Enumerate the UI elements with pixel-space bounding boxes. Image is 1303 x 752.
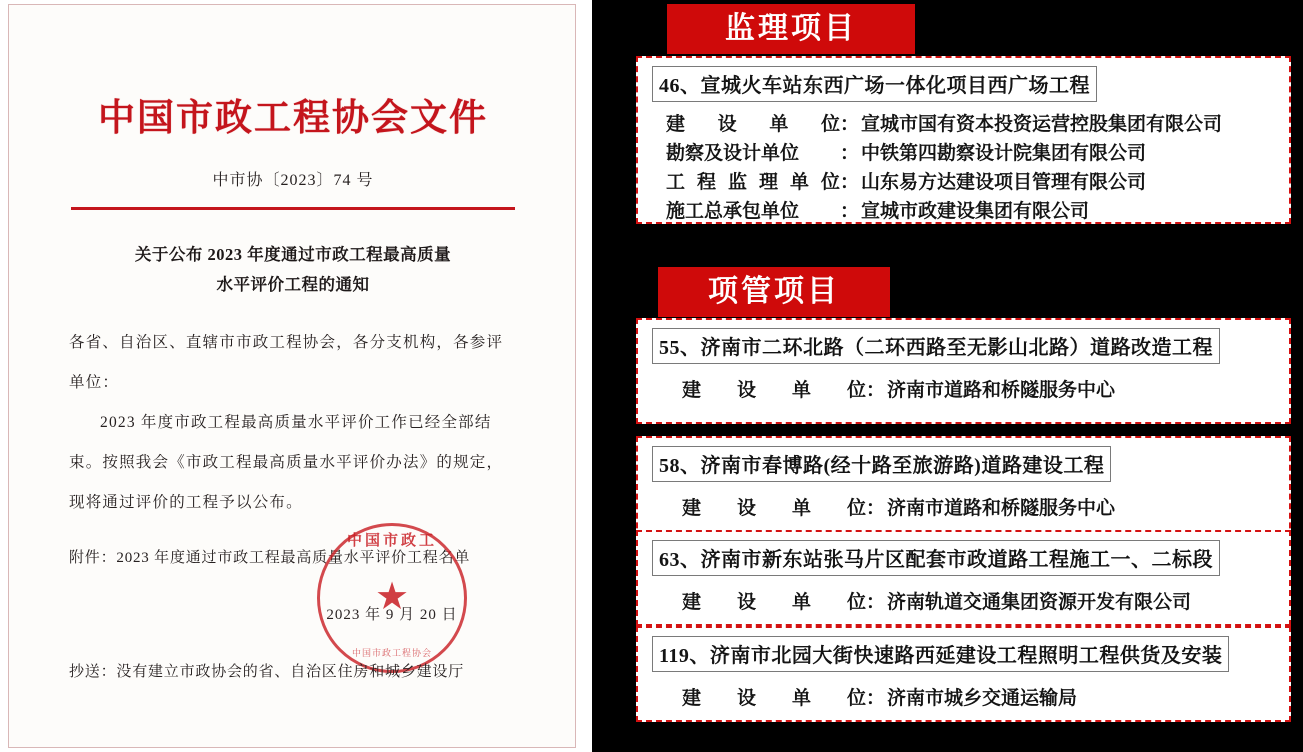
document-body: [69, 326, 517, 520]
document-title: 中国市政工程协会文件: [98, 98, 488, 139]
document-content: [31, 15, 555, 739]
project-title: 58、济南市春博路(经十路至旅游路)道路建设工程: [652, 446, 1111, 482]
project-detail-rows: [652, 588, 1275, 617]
document-body-line-4: 束。按照我会《市政工程最高质量水平评价办法》的规定，: [69, 453, 504, 471]
detail-label: 建 设 单 位: [666, 114, 840, 135]
detail-value: 宣城市国有资本投资运营控股集团有限公司: [861, 114, 1223, 135]
document-attachment-line: 附件：2023 年度通过市政工程最高质量水平评价工程名单: [69, 549, 471, 566]
project-card: [636, 56, 1291, 224]
project-card: [636, 318, 1291, 424]
detail-colon: ：: [840, 143, 860, 164]
seal-bottom-text: 中国市政工程协会: [351, 648, 432, 658]
project-detail-rows: [652, 684, 1275, 713]
detail-value: 中铁第四勘察设计院集团有限公司: [861, 143, 1147, 164]
project-title: 46、宣城火车站东西广场一体化项目西广场工程: [652, 66, 1097, 102]
project-detail-row: [652, 684, 1275, 713]
project-detail-row: [652, 139, 1275, 168]
document-body-line-1: 各省、自治区、直辖市市政工程协会，各分支机构，各参评: [69, 333, 504, 351]
project-highlights-pane: [592, 0, 1303, 752]
project-detail-row: [652, 494, 1275, 523]
project-card: [636, 530, 1291, 626]
detail-colon: ：: [840, 201, 860, 222]
detail-colon: ：: [840, 114, 860, 135]
detail-label: 工 程 监 理 单 位: [666, 172, 840, 193]
detail-value: 山东易方达建设项目管理有限公司: [861, 172, 1147, 193]
document-body-line-3: 2023 年度市政工程最高质量水平评价工作已经全部结: [100, 413, 492, 431]
project-detail-row: [652, 110, 1275, 139]
project-detail-row: [652, 588, 1275, 617]
project-detail-rows: [652, 110, 1275, 226]
detail-label: 建 设 单 位: [682, 592, 866, 613]
project-detail-row: [652, 197, 1275, 226]
detail-value: 宣城市政建设集团有限公司: [861, 201, 1090, 222]
seal-top-text: 中国市政工: [346, 533, 437, 549]
project-detail-row: [652, 168, 1275, 197]
project-title: 119、济南市北园大街快速路西延建设工程照明工程供货及安装: [652, 636, 1229, 672]
detail-label: 建 设 单 位: [682, 498, 866, 519]
detail-colon: ：: [866, 592, 886, 613]
document-body-line-5: 现将通过评价的工程予以公布。: [69, 493, 303, 511]
detail-value: 济南轨道交通集团资源开发有限公司: [887, 592, 1192, 613]
section-tag-supervision: 监理项目: [667, 4, 915, 54]
project-detail-rows: [652, 494, 1275, 523]
document-red-rule: [71, 207, 515, 210]
detail-label: 勘察及设计单位: [666, 143, 800, 164]
project-detail-rows: [652, 376, 1275, 405]
document-number: 中市协〔2023〕74 号: [212, 172, 374, 189]
document-footer: 抄送：没有建立市政协会的省、自治区住房和城乡建设厅: [69, 664, 465, 680]
official-seal: [317, 523, 467, 673]
seal-star-icon: ★: [374, 576, 410, 619]
document-subject: [69, 240, 517, 300]
project-detail-row: [652, 376, 1275, 405]
detail-label: 建 设 单 位: [682, 688, 866, 709]
seal-date: 2023 年 9 月 20 日: [326, 607, 458, 623]
document-subject-line-2: 水平评价工程的通知: [216, 274, 370, 294]
detail-value: 济南市城乡交通运输局: [887, 688, 1078, 709]
project-card: [636, 626, 1291, 722]
project-title: 63、济南市新东站张马片区配套市政道路工程施工一、二标段: [652, 540, 1220, 576]
section-tag-management: 项管项目: [658, 267, 890, 317]
detail-label: 施工总承包单位: [666, 201, 800, 222]
detail-colon: ：: [866, 688, 886, 709]
detail-value: 济南市道路和桥隧服务中心: [887, 380, 1116, 401]
detail-colon: ：: [866, 380, 886, 401]
project-title: 55、济南市二环北路（二环西路至无影山北路）道路改造工程: [652, 328, 1220, 364]
document-subject-line-1: 关于公布 2023 年度通过市政工程最高质量: [134, 244, 452, 264]
detail-label: 建 设 单 位: [682, 380, 866, 401]
detail-value: 济南市道路和桥隧服务中心: [887, 498, 1116, 519]
document-sheet: [8, 4, 576, 748]
project-card: [636, 436, 1291, 538]
official-document-pane: [0, 0, 592, 752]
document-body-line-2: 单位：: [69, 373, 120, 391]
detail-colon: ：: [866, 498, 886, 519]
detail-colon: ：: [840, 172, 860, 193]
